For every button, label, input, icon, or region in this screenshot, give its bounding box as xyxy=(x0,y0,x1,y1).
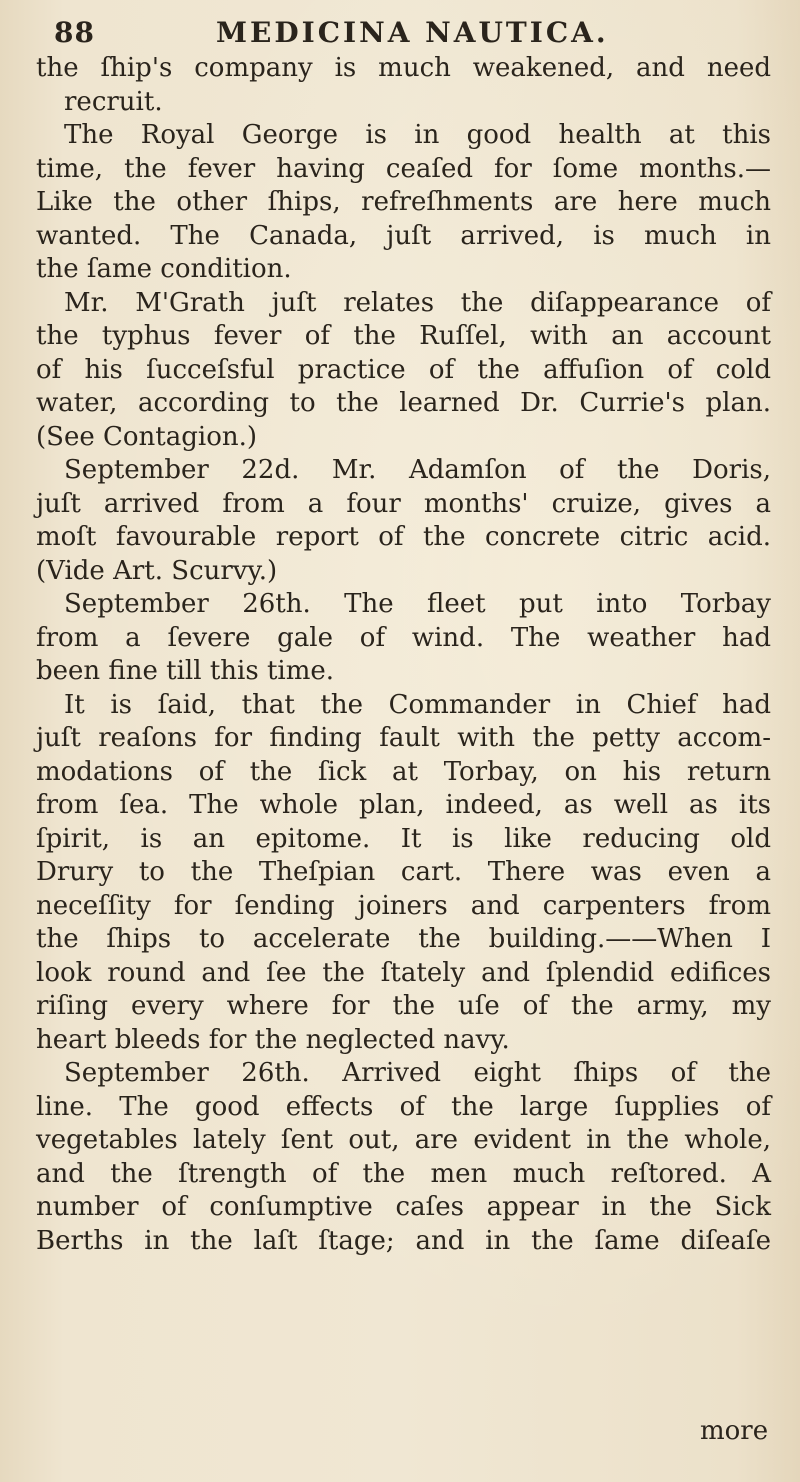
text-line: of his ſucceſsful practice of the affuſion of cold xyxy=(36,354,771,385)
page-header xyxy=(36,10,756,50)
text-line: been fine till this time. xyxy=(36,656,335,686)
text-line: from a ſevere gale of wind. The weather had xyxy=(36,622,771,653)
text-line: Like the other ſhips, refreſhments are here much xyxy=(36,187,771,217)
text-line: moſt favourable report of the concrete citric acid. xyxy=(36,522,771,552)
page-number: 88 xyxy=(54,16,95,49)
text-line: line. The good effects of the large ſupplies of xyxy=(36,1091,771,1122)
text-line: riſing every where for the uſe of the army, my xyxy=(36,991,771,1021)
text-line: Berths in the laſt ſtage; and in the ſame diſeaſe xyxy=(36,1225,771,1256)
text-line: water, according to the learned Dr. Currie's plan. xyxy=(36,388,771,418)
text-line: Drury to the Theſpian cart. There was even a xyxy=(36,857,771,887)
text-line: September 26th. The fleet put into Torbay xyxy=(64,589,771,619)
text-line: the typhus fever of the Ruſſel, with an account xyxy=(36,321,771,351)
text-line: time, the fever having ceaſed for ſome months.— xyxy=(36,153,771,184)
text-line: September 22d. Mr. Adamſon of the Doris, xyxy=(64,455,771,485)
text-line: It is ſaid, that the Commander in Chief had xyxy=(64,689,771,720)
body-text xyxy=(36,52,771,1258)
text-line: wanted. The Canada, juſt arrived, is much in xyxy=(36,220,771,251)
text-line: Mr. M'Grath juſt relates the diſappearance of xyxy=(64,287,771,318)
text-line: recruit. xyxy=(64,86,163,117)
running-head: MEDICINA NAUTICA. xyxy=(216,16,609,49)
text-line: The Royal George is in good health at this xyxy=(64,120,771,150)
text-line: (See Contagion.) xyxy=(36,421,257,452)
text-line: neceſſity for ſending joiners and carpenters from xyxy=(36,890,771,921)
text-line: juſt reaſons for finding fault with the petty accom- xyxy=(36,723,771,753)
text-line: the ſame condition. xyxy=(36,254,292,284)
text-line: (Vide Art. Scurvy.) xyxy=(36,555,278,586)
text-line: look round and ſee the ſtately and ſplendid edifices xyxy=(36,957,771,988)
catchword: more xyxy=(700,1416,769,1446)
text-line: ſpirit, is an epitome. It is like reducing old xyxy=(36,823,771,854)
text-line: and the ſtrength of the men much reſtored. A xyxy=(36,1158,771,1189)
text-line: heart bleeds for the neglected navy. xyxy=(36,1024,510,1055)
text-line: vegetables lately ſent out, are evident in the whole, xyxy=(36,1125,771,1155)
text-line: the ſhip's company is much weakened, and need xyxy=(36,53,771,83)
text-line: juſt arrived from a four months' cruize, gives a xyxy=(36,488,771,519)
text-line: modations of the ſick at Torbay, on his return xyxy=(36,756,771,787)
text-line: number of conſumptive caſes appear in the Sick xyxy=(36,1192,771,1222)
text-line: from ſea. The whole plan, indeed, as well as its xyxy=(36,790,771,820)
text-line: September 26th. Arrived eight ſhips of the xyxy=(64,1058,771,1088)
catchword-area xyxy=(700,1416,780,1452)
text-line: the ſhips to accelerate the building.——When I xyxy=(36,924,771,954)
